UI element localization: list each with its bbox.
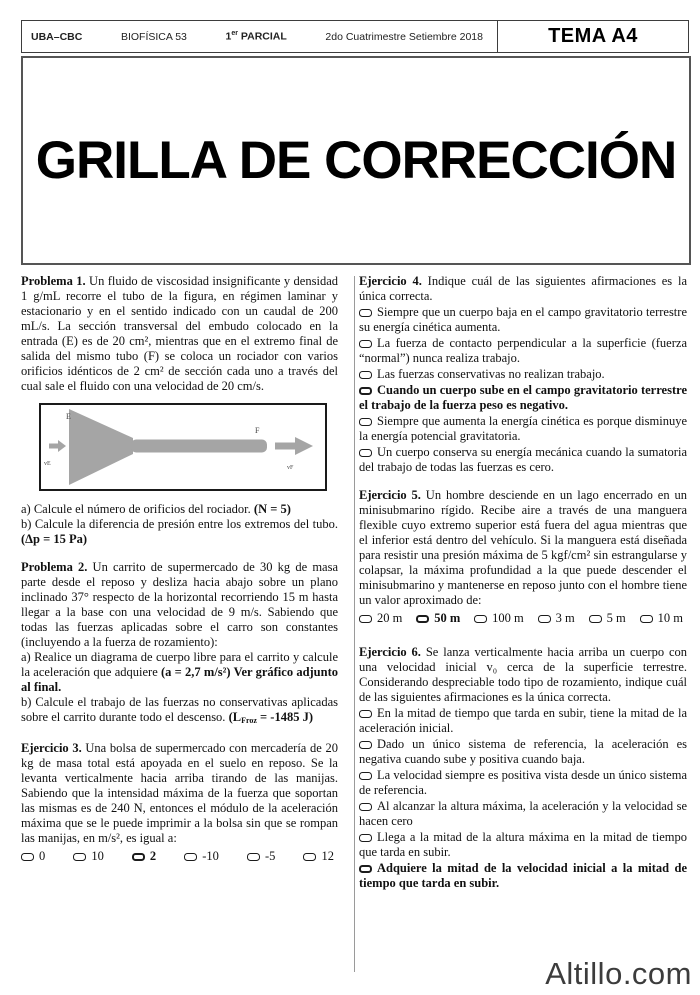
problema-1-question-a bbox=[21, 502, 338, 517]
option-label: 50 m bbox=[434, 611, 461, 625]
figure-label-v-out: vF bbox=[287, 465, 294, 471]
question-text: b) Calcule la diferencia de presión entre los extremos del tubo. bbox=[21, 517, 338, 531]
option-text: Dado un único sistema de referencia, la aceleración es negativa cuando sube y positiva cuando baja. bbox=[359, 737, 687, 766]
answer-option bbox=[359, 861, 687, 891]
answer-text: (Δp = 15 Pa) bbox=[21, 532, 87, 546]
ejercicio-6-intro: Se lanza verticalmente hacia arriba un cuerpo con una velocidad inicial v₀ cerca de la superficie terrestre. Considerando despreciable todo tipo de rozamiento, indique cuál de las siguientes afirmaciones es la única correcta. bbox=[359, 645, 688, 704]
answer-option bbox=[416, 611, 460, 626]
title-box bbox=[21, 56, 691, 265]
option-checkbox[interactable] bbox=[359, 772, 372, 780]
option-checkbox[interactable] bbox=[359, 834, 372, 842]
option-text: La velocidad siempre es positiva vista desde un único sistema de referencia. bbox=[359, 768, 687, 797]
option-label: 10 m bbox=[657, 611, 683, 625]
exam-word: PARCIAL bbox=[237, 30, 287, 43]
option-text: La fuerza de contacto perpendicular a la superficie (fuerza “normal”) nunca realiza trabajo. bbox=[359, 336, 687, 365]
tube-diagram-svg bbox=[43, 407, 323, 487]
answer-pre: (L bbox=[228, 710, 242, 724]
page-title: GRILLA DE CORRECCIÓN bbox=[35, 131, 677, 190]
option-checkbox[interactable] bbox=[359, 710, 372, 718]
question-text: a) Calcule el número de orificios del rociador. bbox=[21, 502, 254, 516]
ejercicio-3-options-row bbox=[21, 849, 338, 864]
option-label: 2 bbox=[149, 849, 157, 863]
tema-label: TEMA A4 bbox=[497, 21, 688, 52]
ejercicio-5-heading: Ejercicio 5. bbox=[359, 488, 421, 502]
question-text: a) Realice un diagrama de cuerpo libre para el carrito y calcule la aceleración que adquiere bbox=[21, 650, 338, 679]
left-column bbox=[21, 274, 347, 986]
option-checkbox[interactable] bbox=[359, 309, 372, 317]
answer-option bbox=[359, 737, 687, 767]
ejercicio-4-options bbox=[359, 305, 687, 475]
answer-option bbox=[359, 706, 687, 736]
option-text: En la mitad de tiempo que tarda en subir, tiene la mitad de la aceleración inicial. bbox=[359, 706, 687, 735]
option-checkbox[interactable] bbox=[359, 371, 372, 379]
term-label: 2do Cuatrimestre Setiembre 2018 bbox=[325, 30, 483, 43]
answer-post: = -1485 J) bbox=[256, 710, 313, 724]
answer-text bbox=[229, 710, 313, 724]
option-checkbox[interactable] bbox=[474, 615, 487, 623]
answer-option bbox=[359, 367, 687, 382]
right-column bbox=[347, 274, 687, 986]
option-label: 3 m bbox=[555, 611, 575, 625]
figure-label-entrance: E bbox=[66, 412, 71, 421]
ejercicio-5-paragraph bbox=[359, 488, 687, 608]
answer-option bbox=[184, 849, 219, 864]
answer-subscript: Froz bbox=[241, 716, 257, 725]
entry-arrow-shaft bbox=[49, 444, 58, 449]
column-divider bbox=[354, 276, 355, 972]
option-checkbox[interactable] bbox=[359, 865, 372, 873]
answer-option bbox=[359, 799, 687, 829]
option-label: 12 bbox=[321, 849, 334, 863]
option-checkbox[interactable] bbox=[359, 340, 372, 348]
option-checkbox[interactable] bbox=[359, 803, 372, 811]
option-text: Al alcanzar la altura máxima, la aceleración y la velocidad se hacen cero bbox=[359, 799, 687, 828]
option-label: 100 m bbox=[492, 611, 524, 625]
answer-option bbox=[359, 336, 687, 366]
answer-option bbox=[538, 611, 575, 626]
problema-1-heading: Problema 1. bbox=[21, 274, 86, 288]
option-text: Cuando un cuerpo sube en el campo gravitatorio terrestre el trabajo de la fuerza peso es negativo. bbox=[359, 383, 687, 412]
exam-number: 1 bbox=[225, 30, 232, 43]
course-label: BIOFÍSICA 53 bbox=[120, 30, 187, 43]
body-columns bbox=[21, 274, 687, 986]
option-label: 5 m bbox=[606, 611, 626, 625]
answer-option bbox=[132, 849, 156, 864]
option-checkbox[interactable] bbox=[132, 853, 145, 861]
answer-option bbox=[21, 849, 45, 864]
answer-option bbox=[359, 830, 687, 860]
option-text: Las fuerzas conservativas no realizan trabajo. bbox=[377, 367, 605, 381]
header-bar bbox=[21, 20, 689, 53]
option-checkbox[interactable] bbox=[359, 418, 372, 426]
exit-arrow-shaft bbox=[275, 443, 295, 450]
exam-ordinal-sup: er bbox=[231, 30, 238, 38]
ejercicio-4-paragraph bbox=[359, 274, 687, 304]
exam-label bbox=[226, 30, 287, 43]
figure-label-exit: F bbox=[255, 426, 260, 435]
option-checkbox[interactable] bbox=[589, 615, 602, 623]
answer-option bbox=[359, 445, 687, 475]
option-checkbox[interactable] bbox=[359, 449, 372, 457]
option-text: Un cuerpo conserva su energía mecánica cuando la sumatoria del trabajo de todas las fuerzas es cero. bbox=[359, 445, 687, 474]
problema-1-question-b bbox=[21, 517, 338, 547]
problema-1-body: Un fluido de viscosidad insignificante y densidad 1 g/mL recorre el tubo de la figura, en régimen laminar y estacionario y en el sentido indicado con un caudal de 200 mL/s. La sección transversal del embudo colocado en la entrada (E) es de 20 cm², mientras que en el extremo final de salida del mismo tubo (F) se coloca un rociador con varios orificios idénticos de 2 cm² de sección cada uno a través del cual sale el fluido con una velocidad de 20 cm/s. bbox=[21, 274, 338, 393]
option-checkbox[interactable] bbox=[359, 741, 372, 749]
tube-diagram-figure bbox=[39, 403, 327, 491]
funnel-shape bbox=[69, 409, 133, 485]
ejercicio-4-intro: Indique cuál de las siguientes afirmaciones es la única correcta. bbox=[359, 274, 687, 303]
option-label: 0 bbox=[39, 849, 46, 863]
option-checkbox[interactable] bbox=[184, 853, 197, 861]
answer-option bbox=[247, 849, 275, 864]
ejercicio-5-body: Un hombre desciende en un lago encerrado en un minisubmarino rígido. Recibe aire a través de una manguera flexible cuyo extremo superior está fuera del agua mientras que el inferior está dentro del vehículo. Si la manguera está diseñada para resistir una presión máxima de 5 kgf/cm² sin estrangularse y colapsar, la máxima profundidad a la que puede descender el minisubmarino y mantenerse en reposo junto con el hombre tiene un valor aproximado de: bbox=[359, 488, 687, 607]
option-checkbox[interactable] bbox=[359, 387, 372, 395]
question-text: b) Calcule el trabajo de las fuerzas no conservativas aplicadas sobre el carrito durante todo el descenso. bbox=[21, 695, 338, 724]
problema-2-heading: Problema 2. bbox=[21, 560, 88, 574]
ejercicio-3-body: Una bolsa de supermercado con mercadería de 20 kg de masa total está apoyada en el suelo en reposo. Se la levanta verticalmente hacia arriba tirando de las manijas. Sabiendo que la intensidad máxima de la fuerza que soportan las mismas es de 240 N, entonces el módulo de la aceleración máxima que se le puede imprimir a la bolsa sin que se rompan las manijas, en m/s², es igual a: bbox=[21, 741, 338, 845]
header-left-cell bbox=[22, 21, 497, 52]
ejercicio-3-heading: Ejercicio 3. bbox=[21, 741, 82, 755]
option-checkbox[interactable] bbox=[21, 853, 34, 861]
entry-arrow-head bbox=[58, 440, 66, 452]
ejercicio-4-heading: Ejercicio 4. bbox=[359, 274, 422, 288]
option-text: Llega a la mitad de la altura máxima en la mitad de tiempo que tarda en subir. bbox=[359, 830, 687, 859]
figure-label-v-in: vE bbox=[44, 461, 51, 467]
answer-option bbox=[359, 414, 687, 444]
option-text: Adquiere la mitad de la velocidad inicial a la mitad de tiempo que tarda en subir. bbox=[359, 861, 687, 890]
option-label: 20 m bbox=[377, 611, 403, 625]
tube-shape bbox=[131, 440, 267, 453]
option-checkbox[interactable] bbox=[416, 615, 429, 623]
answer-option bbox=[359, 768, 687, 798]
problema-1-paragraph bbox=[21, 274, 338, 394]
answer-option bbox=[359, 611, 402, 626]
answer-option bbox=[359, 305, 687, 335]
ejercicio-6-paragraph bbox=[359, 645, 687, 705]
answer-option bbox=[640, 611, 683, 626]
option-label: -10 bbox=[202, 849, 219, 863]
site-watermark: Altillo.com bbox=[545, 956, 692, 991]
problema-2-body: Un carrito de supermercado de 30 kg de masa parte desde el reposo y desliza hacia abajo sobre un plano inclinado 37° respecto de la horizontal recorriendo 15 m hasta llegar a la base con una velocidad de 9 m/s. Sabiendo que todas las fuerzas aplicadas sobre el carro son constantes (incluyendo a la fuerza de rozamiento): bbox=[21, 560, 339, 649]
option-text: Siempre que aumenta la energía cinética es porque disminuye la energía potencial gravitatoria. bbox=[359, 414, 687, 443]
option-checkbox[interactable] bbox=[247, 853, 260, 861]
problema-2-question-b bbox=[21, 695, 338, 728]
ejercicio-5-options-row bbox=[359, 611, 687, 626]
option-checkbox[interactable] bbox=[303, 853, 316, 861]
answer-option bbox=[73, 849, 104, 864]
problema-2-paragraph bbox=[21, 560, 338, 650]
option-checkbox[interactable] bbox=[640, 615, 653, 623]
option-label: 10 bbox=[91, 849, 104, 863]
answer-text: (a = 2,7 m/s²) Ver gráfico adjunto al final. bbox=[21, 665, 338, 694]
exit-arrow-head bbox=[295, 437, 313, 455]
problema-2-question-a bbox=[21, 650, 338, 695]
option-checkbox[interactable] bbox=[359, 615, 372, 623]
option-label: -5 bbox=[264, 849, 276, 863]
answer-option bbox=[589, 611, 626, 626]
option-checkbox[interactable] bbox=[538, 615, 551, 623]
ejercicio-6-heading: Ejercicio 6. bbox=[359, 645, 421, 659]
institution-label: UBA–CBC bbox=[31, 30, 83, 43]
answer-option bbox=[359, 383, 687, 413]
ejercicio-6-options bbox=[359, 706, 687, 891]
option-text: Siempre que un cuerpo baja en el campo gravitatorio terrestre su energía cinética aumenta. bbox=[359, 305, 687, 334]
answer-option bbox=[474, 611, 524, 626]
answer-text: (N = 5) bbox=[253, 502, 291, 516]
ejercicio-3-paragraph bbox=[21, 741, 338, 846]
answer-option bbox=[303, 849, 334, 864]
option-checkbox[interactable] bbox=[73, 853, 86, 861]
